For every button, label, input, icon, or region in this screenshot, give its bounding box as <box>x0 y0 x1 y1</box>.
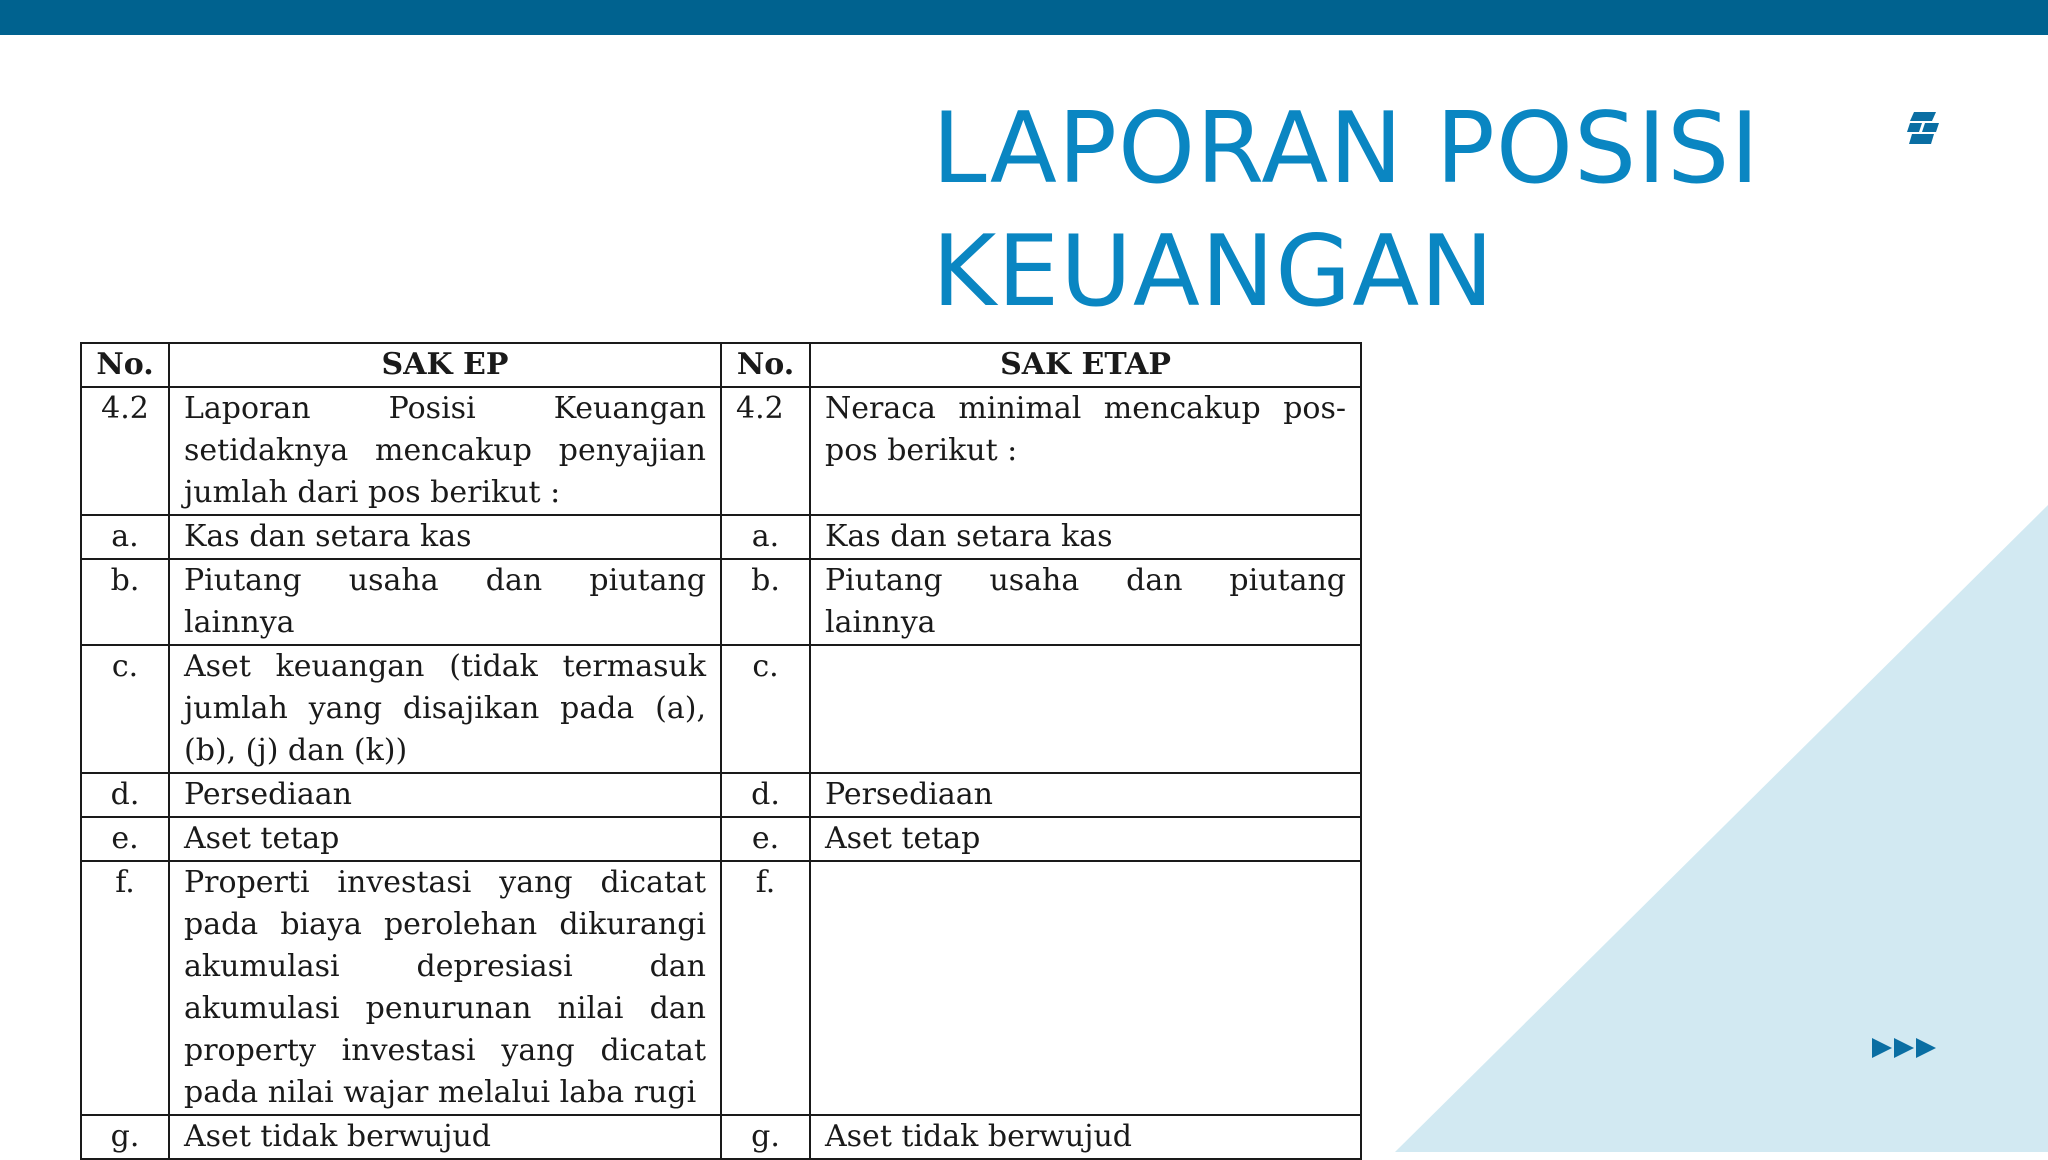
row-number-etap: c. <box>721 645 810 773</box>
row-number-ep: 4.2 <box>81 387 169 515</box>
row-number-etap: a. <box>721 515 810 559</box>
header-no-etap: No. <box>721 343 810 387</box>
header-sak-etap: SAK ETAP <box>810 343 1361 387</box>
slide-title <box>932 88 1832 334</box>
table-header-row <box>81 343 1361 387</box>
table-row <box>81 645 1361 773</box>
logo-icon <box>1906 110 1940 146</box>
row-number-ep: a. <box>81 515 169 559</box>
sak-etap-cell: Persediaan <box>810 773 1361 817</box>
slide-title-line-1: LAPORAN POSISI <box>932 92 1761 206</box>
slide-title-line-2: KEUANGAN <box>932 215 1495 329</box>
row-number-etap: f. <box>721 861 810 1115</box>
row-number-ep: d. <box>81 773 169 817</box>
sak-etap-cell <box>810 645 1361 773</box>
comparison-table <box>80 342 1362 1160</box>
sak-ep-cell: Aset keuangan (tidak termasuk jumlah yang disajikan pada (a), (b), (j) dan (k)) <box>169 645 721 773</box>
sak-ep-cell: Persediaan <box>169 773 721 817</box>
sak-ep-cell: Piutang usaha dan piutang lainnya <box>169 559 721 645</box>
table-row <box>81 1115 1361 1159</box>
sak-ep-cell: Kas dan setara kas <box>169 515 721 559</box>
background-triangle-shape <box>1395 505 2048 1152</box>
table-row <box>81 861 1361 1115</box>
header-sak-ep: SAK EP <box>169 343 721 387</box>
row-number-etap: 4.2 <box>721 387 810 515</box>
sak-ep-cell: Aset tetap <box>169 817 721 861</box>
sak-etap-cell: Aset tetap <box>810 817 1361 861</box>
row-number-ep: f. <box>81 861 169 1115</box>
sak-ep-cell: Properti investasi yang dicatat pada biaya perolehan dikurangi akumulasi depresiasi dan akumulasi penurunan nilai dan property investasi yang dicatat pada nilai wajar melalui laba rugi <box>169 861 721 1115</box>
table-row <box>81 515 1361 559</box>
row-number-ep: b. <box>81 559 169 645</box>
row-number-etap: d. <box>721 773 810 817</box>
sak-etap-cell: Aset tidak berwujud <box>810 1115 1361 1159</box>
sak-etap-cell: Kas dan setara kas <box>810 515 1361 559</box>
sak-etap-cell <box>810 861 1361 1115</box>
row-number-etap: b. <box>721 559 810 645</box>
row-number-etap: g. <box>721 1115 810 1159</box>
row-number-ep: e. <box>81 817 169 861</box>
table-row <box>81 773 1361 817</box>
row-number-etap: e. <box>721 817 810 861</box>
sak-ep-cell: Laporan Posisi Keuangan setidaknya mencakup penyajian jumlah dari pos berikut : <box>169 387 721 515</box>
next-arrows-icon[interactable] <box>1872 1036 1938 1060</box>
row-number-ep: c. <box>81 645 169 773</box>
sak-etap-cell: Piutang usaha dan piutang lainnya <box>810 559 1361 645</box>
sak-ep-cell: Aset tidak berwujud <box>169 1115 721 1159</box>
table-row <box>81 559 1361 645</box>
sak-etap-cell: Neraca minimal mencakup pos-pos berikut : <box>810 387 1361 515</box>
row-number-ep: g. <box>81 1115 169 1159</box>
header-no-ep: No. <box>81 343 169 387</box>
table-row <box>81 387 1361 515</box>
table-row <box>81 817 1361 861</box>
